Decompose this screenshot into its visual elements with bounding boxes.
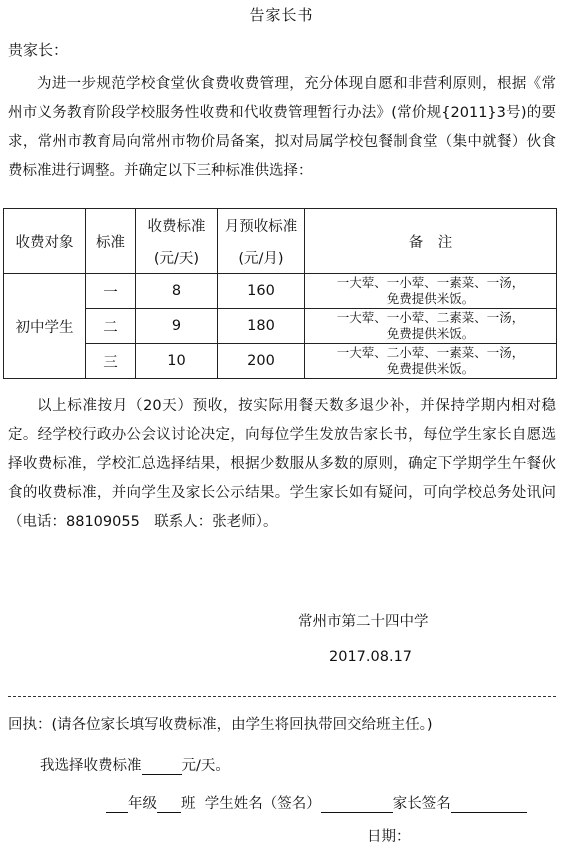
letter-date: 2017.08.17 — [329, 649, 413, 665]
letter-title: 告家长书 — [249, 6, 314, 24]
date-label: 日期： — [367, 829, 411, 845]
fee-cell: 8 — [136, 274, 218, 309]
parent-sign-label: 家长签名 — [392, 796, 451, 812]
school-name: 常州市第二十四中学 — [298, 614, 429, 630]
target-cell: 初中学生 — [4, 274, 86, 379]
greeting: 贵家长： — [8, 41, 69, 59]
remark-line: 一大荤、一小荤、一素菜、一汤， — [336, 275, 525, 290]
header-fee-label: 收费标准 — [136, 209, 218, 242]
fee-cell: 9 — [136, 309, 218, 344]
class-blank[interactable] — [157, 796, 181, 813]
remark-cell — [305, 344, 557, 379]
grade-label: 年级 — [128, 796, 157, 812]
level-cell: 一 — [86, 274, 136, 309]
student-name-blank[interactable] — [321, 796, 393, 813]
remark-line: 一大荤、一小荤、二素菜、一汤， — [336, 310, 525, 325]
monthly-cell: 200 — [218, 344, 305, 379]
remark-line: 一大荤、二小荤、一素菜、一汤， — [336, 345, 525, 360]
table-row — [4, 309, 557, 344]
remark-line: 免费提供米饭。 — [386, 361, 475, 376]
fee-standard-table — [3, 208, 557, 379]
intro-paragraph: 为进一步规范学校食堂伙食费收费管理，充分体现自愿和非营利原则，根据《常州市义务教育阶段学校服务性收费和代收费管理暂行办法》(常价规{2011}3号)的要求，常州市教育局向常州市物价局备案，拟对局属学校包餐制食堂（集中就餐）伙食费标准进行调整。并确定以下三种标准供选择： — [8, 76, 556, 179]
header-fee-unit: (元/天) — [136, 241, 218, 274]
remark-cell — [305, 274, 557, 309]
fee-cell: 10 — [136, 344, 218, 379]
header-monthly-label: 月预收标准 — [218, 209, 305, 242]
choose-unit: 元/天。 — [181, 758, 230, 774]
remark-cell — [305, 309, 557, 344]
parent-sign-blank[interactable] — [451, 796, 527, 813]
table-header-row — [4, 209, 557, 242]
header-monthly-unit: (元/月) — [218, 241, 305, 274]
cut-line-divider — [8, 696, 556, 697]
fee-choice-blank[interactable] — [142, 758, 182, 775]
table-row — [4, 344, 557, 379]
body-paragraph: 以上标准按月（20天）预收，按实际用餐天数多退少补，并保持学期内相对稳定。经学校行政办公会议讨论决定，向每位学生发放告家长书，每位学生家长自愿选择收费标准，学校汇总选择结果，根据少数服从多数的原则，确定下学期学生午餐伙食的收费标准，并向学生及家长公示结果。学生家长如有疑问，可向学校总务处讯问（电话：88109055 联系人：张老师）。 — [8, 398, 556, 530]
remark-line: 免费提供米饭。 — [386, 326, 475, 341]
header-target: 收费对象 — [4, 209, 86, 274]
remark-line: 免费提供米饭。 — [386, 291, 475, 306]
level-cell: 三 — [86, 344, 136, 379]
monthly-cell: 160 — [218, 274, 305, 309]
reply-instruction: 回执：(请各位家长填写收费标准，由学生将回执带回交给班主任。) — [8, 717, 433, 733]
header-remark: 备 注 — [305, 209, 557, 274]
fee-choice-line — [40, 754, 230, 775]
table-row — [4, 274, 557, 309]
student-name-label: 学生姓名（签名） — [204, 796, 321, 812]
grade-blank[interactable] — [106, 796, 128, 813]
header-level: 标准 — [86, 209, 136, 274]
level-cell: 二 — [86, 309, 136, 344]
student-info-line — [106, 792, 527, 813]
choose-prefix: 我选择收费标准 — [40, 758, 142, 774]
date-line — [367, 825, 411, 846]
monthly-cell: 180 — [218, 309, 305, 344]
class-label: 班 — [181, 796, 196, 812]
